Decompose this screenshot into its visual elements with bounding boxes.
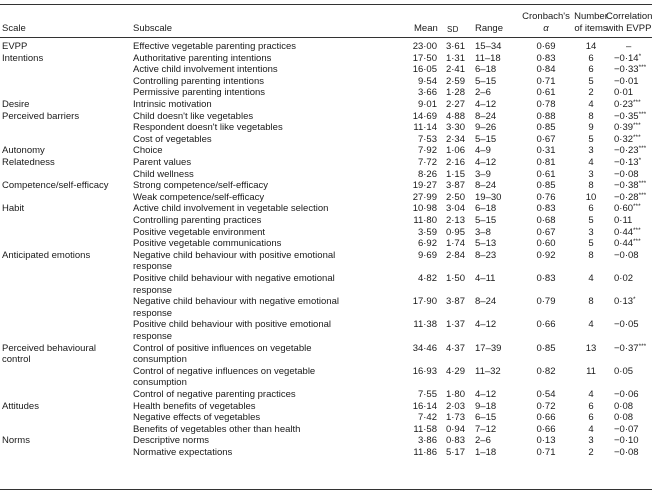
correlation-value: 0·23: [614, 99, 634, 110]
cell-range: 19–30: [475, 191, 502, 203]
cell-alpha: 0·85: [536, 122, 556, 134]
correlation-value: 0·13: [614, 296, 634, 308]
correlation-value: 0·39: [614, 122, 634, 134]
header-items-line2: of items: [574, 23, 608, 34]
correlation-value: −0·38: [614, 180, 639, 192]
cell-correlation: [614, 122, 641, 133]
correlation-value: −0·01: [614, 75, 639, 87]
correlation-value: −0·14: [614, 52, 639, 64]
cell-alpha: 0·85: [536, 342, 556, 354]
cell-range: 8–24: [475, 296, 497, 308]
cell-correlation: [614, 203, 641, 214]
significance-marker: ***: [633, 122, 641, 130]
cell-sd: 2·84: [445, 249, 465, 261]
cell-mean: 7·72: [417, 157, 437, 168]
correlation-value: −0·23: [614, 145, 639, 157]
cell-sd: 0·95: [445, 226, 465, 238]
correlation-value: −0·08: [614, 447, 639, 458]
cell-sd: 3·61: [445, 41, 465, 52]
correlation-value: 0·44: [614, 226, 634, 238]
cell-n: 6: [588, 203, 594, 215]
correlation-value: 0·08: [614, 412, 634, 424]
cell-mean: 9·69: [417, 249, 437, 261]
cell-alpha: 0·85: [536, 180, 556, 192]
cell-sd: 4·88: [445, 110, 465, 122]
cell-subscale: Active child involvement intentions: [133, 64, 278, 76]
cell-scale: Autonomy: [2, 145, 45, 157]
correlation-value: 0·02: [614, 273, 634, 284]
cell-sd: 1·28: [445, 87, 465, 99]
cell-subscale: Positive vegetable environment: [133, 226, 266, 238]
cell-scale: Perceived behavioural: [2, 342, 97, 354]
cell-sd: 1·74: [445, 238, 465, 250]
cell-sd: 1·31: [445, 52, 465, 64]
cell-range: 17–39: [475, 342, 502, 354]
cell-subscale: Choice: [133, 145, 163, 157]
cell-mean: 17·90: [412, 296, 437, 308]
cell-sd: 2·16: [445, 157, 465, 168]
header-sd: SD: [447, 25, 459, 34]
significance-marker: ***: [633, 226, 641, 234]
cell-correlation: [614, 401, 633, 412]
cell-subscale: Negative child behaviour with positive emotional: [133, 249, 336, 261]
cell-mean: 7·55: [417, 389, 437, 400]
cell-subscale: Strong competence/self-efficacy: [133, 180, 269, 192]
cell-range: 5–15: [475, 75, 497, 87]
correlation-value: 0·44: [614, 238, 634, 250]
cell-subscale: Positive vegetable communications: [133, 238, 282, 250]
cell-n: 4: [588, 157, 594, 168]
cell-subscale: Health benefits of vegetables: [133, 400, 256, 412]
cell-scale: control: [2, 354, 31, 366]
cell-subscale: response: [133, 307, 173, 319]
cell-correlation: [614, 87, 633, 98]
cell-range: 8–24: [475, 180, 497, 192]
cell-range: 6–18: [475, 203, 497, 215]
cell-sd: 4·37: [445, 342, 465, 354]
table-top-rule: [0, 4, 652, 5]
significance-marker: ***: [633, 203, 641, 211]
significance-marker: ***: [638, 180, 647, 188]
cell-n: 5: [588, 133, 594, 145]
cell-sd: 1·50: [445, 273, 465, 284]
cell-subscale: Descriptive norms: [133, 435, 210, 447]
cell-correlation: [614, 111, 646, 122]
cell-n: 3: [588, 435, 594, 447]
significance-marker: ***: [638, 145, 647, 153]
cell-subscale: Weak competence/self-efficacy: [133, 191, 265, 203]
header-alpha-line1: Cronbach's: [522, 11, 570, 22]
cell-range: 4–12: [475, 99, 497, 110]
cell-subscale: Normative expectations: [133, 447, 233, 458]
cell-scale: Norms: [2, 435, 30, 447]
cell-n: 9: [588, 122, 594, 134]
correlation-value: −0·28: [614, 191, 639, 203]
correlation-value: 0·05: [614, 365, 634, 377]
cell-sd: 1·06: [445, 145, 465, 157]
cell-n: 8: [588, 180, 594, 192]
cell-subscale: Respondent doesn't like vegetables: [133, 122, 283, 134]
cell-alpha: 0·83: [536, 273, 556, 284]
cell-correlation: [614, 53, 641, 64]
cell-sd: 3·87: [445, 180, 465, 192]
cell-subscale: consumption: [133, 354, 187, 366]
cell-n: 2: [588, 87, 594, 99]
cell-mean: 27·99: [412, 191, 437, 203]
cell-alpha: 0·79: [536, 296, 556, 308]
significance-marker: *: [638, 52, 642, 60]
significance-marker: ***: [633, 99, 641, 106]
cell-subscale: Active child involvement in vegetable selection: [133, 203, 329, 215]
cell-n: 8: [588, 110, 594, 122]
cell-scale: Anticipated emotions: [2, 249, 91, 261]
cell-mean: 23·00: [412, 41, 437, 52]
correlation-value: 0·60: [614, 203, 634, 215]
cell-n: 11: [586, 365, 596, 377]
cell-correlation: [614, 192, 646, 203]
cell-alpha: 0·31: [536, 145, 556, 157]
cell-subscale: Positive child behaviour with negative emotional: [133, 273, 335, 284]
cell-range: 8–24: [475, 110, 497, 122]
correlation-value: −0·33: [614, 64, 639, 76]
cell-scale: Desire: [2, 99, 30, 110]
cell-n: 4: [588, 319, 594, 331]
cell-n: 4: [588, 273, 594, 284]
cell-correlation: [614, 412, 633, 423]
cell-subscale: consumption: [133, 377, 187, 389]
cell-range: 1–18: [475, 447, 497, 458]
cell-n: 2: [588, 447, 594, 458]
header-items-line1: Number: [574, 11, 608, 22]
header-range: Range: [475, 23, 503, 34]
cell-correlation: [614, 343, 646, 354]
cell-range: 15–34: [475, 41, 502, 52]
cell-n: 8: [588, 296, 594, 308]
cell-subscale: Control of positive influences on vegetable: [133, 342, 312, 354]
cell-mean: 11·38: [413, 319, 437, 331]
cell-sd: 2·59: [445, 75, 465, 87]
cell-sd: 1·73: [445, 412, 465, 424]
cell-mean: 16·05: [412, 64, 437, 76]
cell-subscale: Child doesn't like vegetables: [133, 110, 254, 122]
correlation-value: −0·06: [614, 389, 639, 400]
significance-marker: ***: [633, 238, 641, 246]
cell-n: 3: [588, 145, 594, 157]
cell-mean: 7·42: [417, 412, 437, 424]
cell-n: 5: [588, 215, 594, 226]
header-corr-line2: with EVPP: [606, 23, 652, 34]
correlation-value: −0·05: [614, 319, 639, 331]
cell-mean: 11·58: [413, 423, 437, 435]
cell-correlation: [614, 157, 641, 168]
correlation-value: −0·08: [614, 168, 639, 180]
cell-n: 6: [588, 400, 594, 412]
cell-n: 4: [588, 99, 594, 110]
cell-scale: Habit: [2, 203, 25, 215]
cell-mean: 3·66: [417, 87, 437, 99]
cell-mean: 14·69: [412, 110, 437, 122]
cell-n: 6: [588, 412, 594, 424]
cell-subscale: Positive child behaviour with positive emotional: [133, 319, 332, 331]
cell-n: 5: [588, 75, 594, 87]
significance-marker: ***: [638, 342, 647, 350]
cell-subscale: Benefits of vegetables other than health: [133, 423, 301, 435]
cell-sd: 2·27: [445, 99, 465, 110]
cell-n: 10: [585, 191, 597, 203]
cell-alpha: 0·61: [536, 87, 556, 99]
significance-marker: ***: [638, 64, 647, 72]
cell-subscale: response: [133, 261, 173, 273]
cell-range: 3–9: [475, 168, 491, 180]
significance-marker: ***: [633, 133, 641, 141]
cell-alpha: 0·82: [536, 365, 556, 377]
cell-correlation: [626, 41, 631, 52]
cell-alpha: 0·76: [536, 191, 556, 203]
correlation-value: 0·08: [614, 400, 634, 412]
cell-n: 3: [588, 226, 594, 238]
cell-range: 2–6: [475, 435, 491, 447]
cell-subscale: Controlling parenting practices: [133, 215, 262, 226]
cell-range: 8–23: [475, 249, 497, 261]
cell-mean: 34·46: [412, 342, 437, 354]
cell-alpha: 0·66: [536, 412, 556, 424]
cell-correlation: [614, 227, 641, 238]
cell-sd: 3·87: [445, 296, 465, 308]
cell-n: 4: [588, 389, 594, 400]
cell-sd: 3·30: [445, 122, 465, 134]
cell-sd: 0·94: [445, 423, 465, 435]
cell-mean: 7·53: [417, 133, 437, 145]
cell-scale: Intentions: [2, 52, 44, 64]
cell-scale: Perceived barriers: [2, 110, 80, 122]
cell-n: 6: [588, 64, 594, 76]
cell-mean: 8·26: [417, 168, 437, 180]
cell-correlation: [614, 366, 633, 377]
cell-subscale: Intrinsic motivation: [133, 99, 212, 110]
cell-mean: 6·92: [417, 238, 437, 250]
cell-subscale: Parent values: [133, 157, 192, 168]
cell-alpha: 0·88: [536, 110, 556, 122]
cell-mean: 11·14: [413, 122, 437, 134]
cell-subscale: Child wellness: [133, 168, 194, 180]
correlation-value: –: [626, 41, 632, 52]
correlation-value: −0·13: [614, 157, 639, 168]
correlation-value: 0·11: [614, 215, 633, 226]
correlation-value: 0·32: [614, 133, 634, 145]
cell-sd: 3·04: [445, 203, 465, 215]
cell-range: 3–8: [475, 226, 491, 238]
header-bottom-rule: [0, 37, 652, 38]
cell-correlation: [614, 389, 639, 400]
cell-alpha: 0·68: [536, 215, 556, 226]
cell-sd: 2·03: [445, 400, 465, 412]
cell-correlation: [614, 250, 639, 261]
cell-alpha: 0·81: [536, 157, 556, 168]
cell-scale: Competence/self-efficacy: [2, 180, 109, 192]
cell-mean: 10·98: [412, 203, 437, 215]
cell-subscale: Authoritative parenting intentions: [133, 52, 272, 64]
cell-correlation: [614, 424, 639, 435]
cell-subscale: Controlling parenting intentions: [133, 75, 264, 87]
cell-correlation: [614, 238, 641, 249]
cell-correlation: [614, 169, 639, 180]
cell-correlation: [614, 180, 646, 191]
cell-alpha: 0·92: [536, 249, 556, 261]
cell-sd: 2·50: [445, 191, 465, 203]
cell-range: 6–15: [475, 412, 497, 424]
cell-n: 6: [588, 52, 594, 64]
cell-alpha: 0·66: [536, 423, 556, 435]
cell-range: 4–12: [475, 157, 497, 168]
cell-correlation: [614, 64, 646, 75]
significance-marker: *: [638, 157, 642, 164]
cell-alpha: 0·83: [536, 203, 556, 215]
cell-mean: 16·14: [412, 400, 437, 412]
cell-alpha: 0·72: [536, 400, 556, 412]
cell-range: 4–12: [475, 389, 497, 400]
cell-range: 5–13: [475, 238, 497, 250]
cell-mean: 7·92: [417, 145, 437, 157]
cell-alpha: 0·66: [536, 319, 556, 331]
cell-mean: 11·86: [413, 447, 437, 458]
cell-alpha: 0·13: [536, 435, 556, 447]
cell-alpha: 0·67: [536, 226, 556, 238]
cell-correlation: [614, 99, 641, 110]
cell-subscale: Control of negative parenting practices: [133, 389, 296, 400]
cell-subscale: response: [133, 331, 173, 342]
cell-correlation: [614, 296, 636, 307]
cell-range: 2–6: [475, 87, 491, 99]
cell-sd: 2·13: [445, 215, 465, 226]
cell-range: 4–9: [475, 145, 491, 157]
cell-subscale: response: [133, 284, 173, 296]
cell-scale: Attitudes: [2, 400, 39, 412]
cell-alpha: 0·71: [536, 75, 556, 87]
header-scale: Scale: [2, 23, 26, 34]
cell-range: 9–18: [475, 400, 497, 412]
cell-n: 8: [588, 249, 594, 261]
cell-alpha: 0·84: [536, 64, 556, 76]
cell-correlation: [614, 134, 641, 145]
cell-mean: 9·54: [417, 75, 437, 87]
cell-n: 14: [585, 41, 597, 52]
cell-n: 13: [585, 342, 597, 354]
cell-subscale: Effective vegetable parenting practices: [133, 41, 297, 52]
cell-n: 3: [588, 168, 594, 180]
cell-alpha: 0·54: [536, 389, 556, 400]
cell-range: 5–15: [475, 215, 497, 226]
cell-subscale: Control of negative influences on vegetable: [133, 365, 316, 377]
correlation-value: −0·10: [614, 435, 639, 447]
cell-subscale: Negative child behaviour with negative emotional: [133, 296, 339, 308]
cell-correlation: [614, 273, 633, 284]
cell-mean: 11·80: [413, 215, 437, 226]
cell-range: 4–12: [475, 319, 497, 331]
cell-subscale: Cost of vegetables: [133, 133, 212, 145]
cell-correlation: [614, 145, 646, 156]
correlation-value: −0·08: [614, 249, 639, 261]
cell-mean: 17·50: [412, 52, 437, 64]
cell-alpha: 0·60: [536, 238, 556, 250]
table-bottom-rule: [0, 489, 652, 490]
cell-mean: 3·59: [417, 226, 437, 238]
cell-scale: Relatedness: [2, 157, 55, 168]
cell-alpha: 0·67: [536, 133, 556, 145]
cell-mean: 16·93: [412, 365, 437, 377]
cell-correlation: [614, 215, 632, 226]
cell-n: 4: [588, 423, 594, 435]
cell-sd: 5·17: [445, 447, 465, 458]
cell-alpha: 0·83: [536, 52, 556, 64]
cell-sd: 2·41: [445, 64, 465, 76]
cell-range: 6–18: [475, 64, 497, 76]
cell-sd: 1·80: [445, 389, 465, 400]
header-subscale: Subscale: [133, 23, 173, 34]
header-mean: Mean: [414, 23, 438, 34]
correlation-value: −0·07: [614, 423, 639, 435]
cell-range: 4–11: [475, 273, 496, 284]
cell-range: 5–15: [475, 133, 497, 145]
correlation-value: −0·37: [614, 342, 639, 354]
cell-correlation: [614, 447, 639, 458]
cell-range: 11–18: [475, 52, 501, 64]
cell-alpha: 0·61: [536, 168, 556, 180]
correlation-value: 0·01: [614, 87, 634, 99]
correlation-value: −0·35: [614, 110, 639, 122]
significance-marker: *: [633, 296, 636, 304]
cell-mean: 19·27: [412, 180, 437, 192]
cell-mean: 9·01: [417, 99, 437, 110]
cell-subscale: Negative effects of vegetables: [133, 412, 261, 424]
cell-sd: 1·15: [445, 168, 465, 180]
cell-range: 7–12: [475, 423, 497, 435]
cell-range: 11–32: [475, 365, 501, 377]
cell-sd: 1·37: [445, 319, 465, 331]
significance-marker: ***: [638, 110, 647, 118]
cell-subscale: Permissive parenting intentions: [133, 87, 266, 99]
significance-marker: ***: [638, 191, 647, 199]
cell-mean: 4·82: [417, 273, 437, 284]
cell-n: 5: [588, 238, 594, 250]
cell-correlation: [614, 435, 639, 446]
cell-alpha: 0·71: [536, 447, 556, 458]
cell-sd: 4·29: [445, 365, 465, 377]
cell-sd: 2·34: [445, 133, 465, 145]
header-alpha-line2: α: [543, 23, 549, 34]
cell-sd: 0·83: [445, 435, 465, 447]
cell-correlation: [614, 319, 639, 330]
cell-correlation: [614, 76, 639, 87]
cell-scale: EVPP: [2, 41, 28, 52]
cell-alpha: 0·69: [536, 41, 556, 52]
cell-alpha: 0·78: [536, 99, 556, 110]
cell-range: 9–26: [475, 122, 497, 134]
cell-mean: 3·86: [417, 435, 437, 447]
header-corr-line1: Correlation: [606, 11, 652, 22]
